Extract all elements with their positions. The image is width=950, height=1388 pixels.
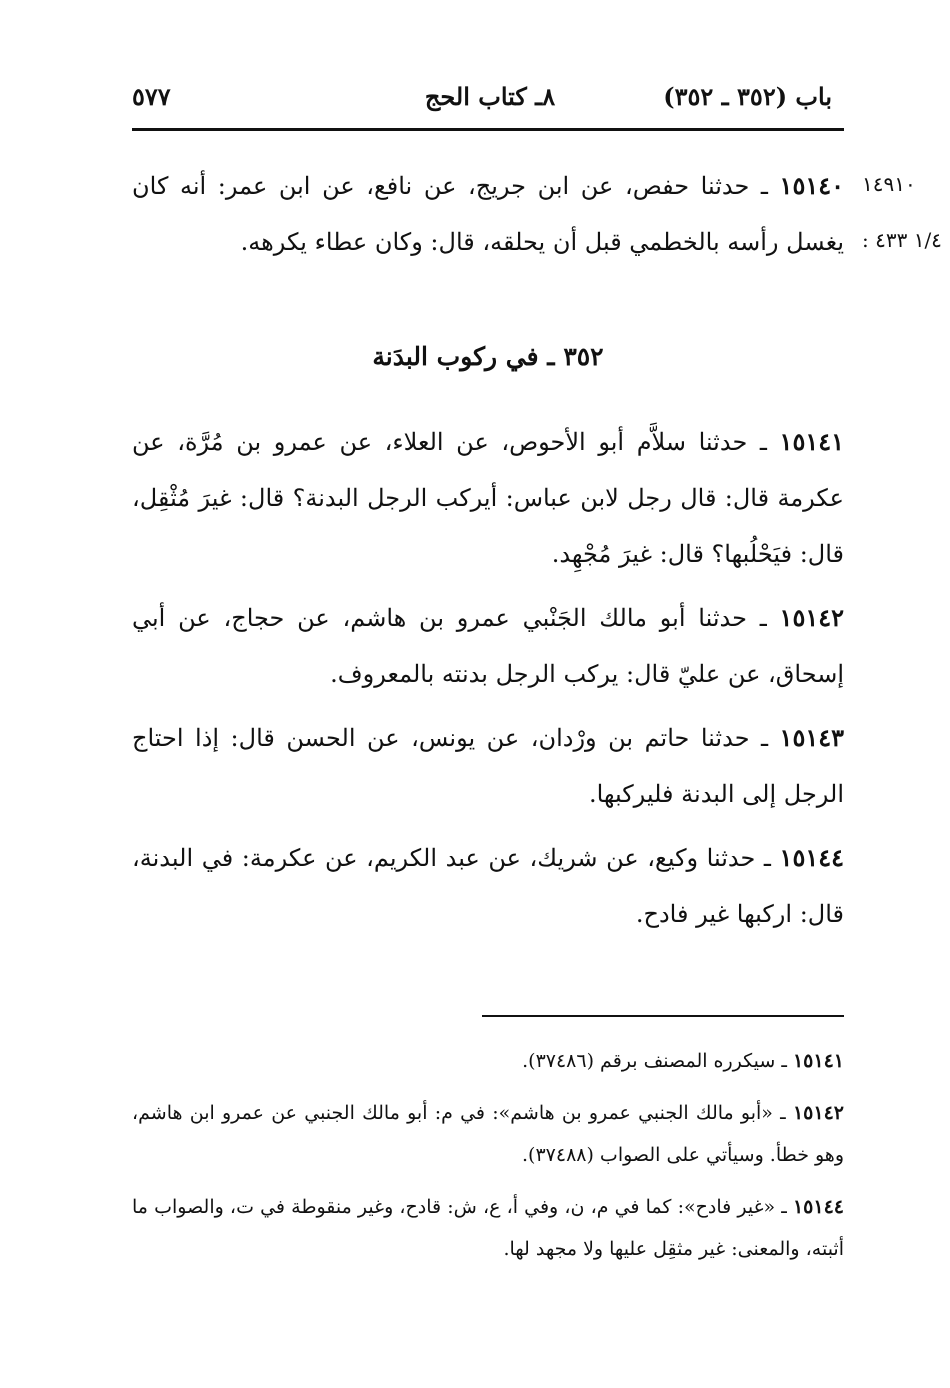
footnote-text: ـ سيكرره المصنف برقم (٣٧٤٨٦). (522, 1050, 793, 1072)
hadith-paragraph (132, 710, 844, 822)
hadith-number: ١٥١٤٤ (779, 843, 844, 872)
footnote-text: ـ «أبو مالك الجنبي عمرو بن هاشم»: في م: أبو مالك الجنبي عن عمرو ابن هاشم، وهو خطأ. وسيأتي على الصواب (٣٧٤٨٨). (132, 1102, 844, 1166)
hadith-paragraph (132, 830, 844, 942)
running-header-chapter: باب (٣٥٢ ـ ٣٥٢) (663, 82, 832, 111)
hadith-paragraph (132, 158, 844, 270)
page-number: ٥٧٧ (132, 82, 171, 111)
footnote (132, 1040, 844, 1082)
hadith-text: ـ حدثنا حاتم بن ورْدان، عن يونس، عن الحسن قال: إذا احتاج الرجل إلى البدنة فليركبها. (132, 724, 844, 808)
hadith-text: ـ حدثنا سلاَّم أبو الأحوص، عن العلاء، عن عمرو بن مُرَّة، عن عكرمة قال: قال رجل لابن عباس: أيركب الرجل البدنة؟ قال: غيرَ مُثْقِل، قال: فيَحْلُبها؟ قال: غيرَ مُجْهِد. (132, 428, 844, 568)
running-header-book-title: ٨ـ كتاب الحج (424, 82, 556, 111)
margin-reference: ١/٤ ٤٣٣ : (862, 228, 942, 252)
hadith-paragraph (132, 414, 844, 582)
hadith-number: ١٥١٤١ (779, 427, 844, 456)
hadith-text: ـ حدثنا أبو مالك الجَنْبي عمرو بن هاشم، عن حجاج، عن أبي إسحاق، عن عليّ قال: يركب الرجل بدنته بالمعروف. (132, 604, 844, 688)
hadith-number: ١٥١٤٠ (779, 171, 844, 200)
header-divider (132, 128, 844, 131)
section-title: ٣٥٢ ـ في ركوب البدَنة (372, 342, 604, 371)
margin-reference: ١٤٩١٠ (862, 172, 916, 196)
footnote-number: ١٥١٤٢ (792, 1102, 844, 1124)
hadith-number: ١٥١٤٣ (779, 723, 844, 752)
footnote-divider (482, 1015, 844, 1017)
hadith-text: ـ حدثنا حفص، عن ابن جريج، عن نافع، عن ابن عمر: أنه كان يغسل رأسه بالخطمي قبل أن يحلقه، قال: وكان عطاء يكرهه. (132, 172, 844, 256)
footnote-number: ١٥١٤١ (792, 1050, 844, 1072)
hadith-paragraph (132, 590, 844, 702)
footnote-text: ـ «غير فادح»: كما في م، ن، وفي أ، ع، ش: قادح، وغير منقوطة في ت، والصواب ما أثبته، والمعنى: غير مثقِل عليها ولا مجهد لها. (132, 1196, 844, 1260)
footnote (132, 1186, 844, 1270)
hadith-text: ـ حدثنا وكيع، عن شريك، عن عبد الكريم، عن عكرمة: في البدنة، قال: اركبها غير فادح. (132, 844, 844, 928)
footnote-number: ١٥١٤٤ (792, 1196, 844, 1218)
footnote (132, 1092, 844, 1176)
hadith-number: ١٥١٤٢ (779, 603, 844, 632)
